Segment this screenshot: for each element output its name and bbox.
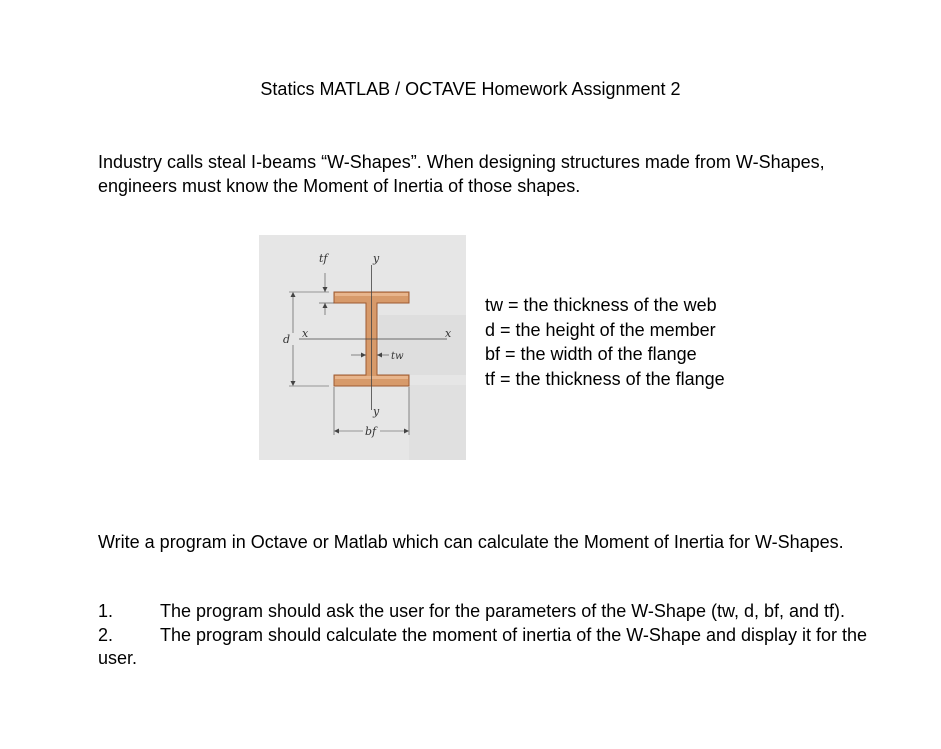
definitions-list xyxy=(485,293,725,391)
definition-bf: bf = the width of the flange xyxy=(485,344,697,364)
y-bottom-label: y xyxy=(373,405,380,418)
page-title: Statics MATLAB / OCTAVE Homework Assignment 2 xyxy=(260,79,681,99)
w-shape-figure xyxy=(259,235,466,460)
definition-tw: tw = the thickness of the web xyxy=(485,295,717,315)
task-paragraph: Write a program in Octave or Matlab which can calculate the Moment of Inertia for W-Shapes. xyxy=(98,532,844,552)
step-item xyxy=(98,600,898,623)
bf-label: bf xyxy=(365,425,377,438)
w-shape-diagram xyxy=(259,235,466,460)
step-number: 2. xyxy=(98,625,114,645)
intro-paragraph: Industry calls steal I-beams “W-Shapes”. When designing structures made from W-Shapes, engineers must know the Moment of Inertia of those shapes. xyxy=(98,152,825,196)
x-left-label: x xyxy=(302,327,309,340)
definition-d: d = the height of the member xyxy=(485,319,716,340)
x-right-label: x xyxy=(445,327,452,340)
tw-label: tw xyxy=(391,351,404,362)
tf-label: tf xyxy=(319,252,328,265)
definition-tf: tf = the thickness of the flange xyxy=(485,368,725,389)
step-number: 1. xyxy=(98,601,114,621)
y-top-label: y xyxy=(373,252,380,265)
step-text: The program should ask the user for the parameters of the W-Shape (tw, d, bf, and tf). xyxy=(160,601,846,621)
step-text: The program should calculate the moment of inertia of the W-Shape and display it for the user. xyxy=(98,625,868,668)
step-item xyxy=(98,624,898,670)
d-label: d xyxy=(283,333,291,346)
steps-list xyxy=(98,600,898,671)
